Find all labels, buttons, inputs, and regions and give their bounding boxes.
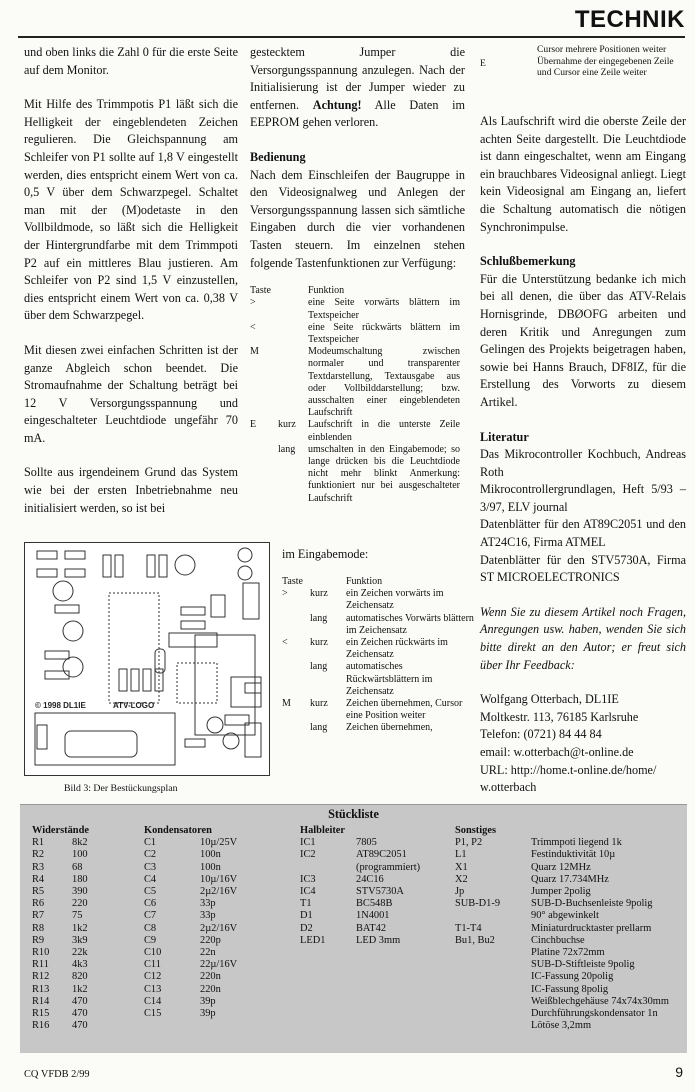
part-ref: R3 [32,861,45,873]
part-ref: Bu1, Bu2 [455,934,495,946]
parts-row [300,837,450,849]
parts-row [32,837,132,849]
part-ref [455,971,531,983]
part-ref: R2 [32,849,45,861]
heading-literatur: Literatur [480,429,529,444]
part-ref: R5 [32,886,45,898]
part-value: Trimmpoti liegend 1k [531,837,622,849]
table-header-row: Taste Funktion [282,576,383,587]
part-ref: R4 [32,873,45,885]
parts-row [32,849,132,861]
parts-row [144,959,294,971]
parts-col-misc [455,825,685,1032]
part-value: 220 [72,898,88,910]
part-ref [455,1020,531,1032]
parts-row [144,947,294,959]
key-label: E [480,58,486,69]
parts-row [455,959,685,971]
part-value: BC548B [356,898,393,910]
parts-row [455,837,685,849]
part-ref: R6 [32,898,45,910]
part-value: 7805 [356,837,377,849]
figure-caption: Bild 3: Der Bestückungsplan [64,783,178,794]
part-value: SUB-D-Buchsenleiste 9polig [531,898,653,910]
parts-row [144,923,294,935]
part-ref: X1 [455,861,468,873]
literature-item: Das Mikrocontroller Kochbuch, Andreas Roth [480,447,686,479]
heading-schlussbemerkung: Schlußbemerkung [480,254,576,269]
parts-col-semiconductors [300,825,450,947]
part-ref [455,1008,531,1020]
parts-row [300,923,450,935]
part-ref: C6 [144,898,157,910]
key-table [250,285,460,505]
parts-row [144,886,294,898]
table-row: lang Zeichen übernehmen, [310,722,433,734]
parts-row [144,862,294,874]
parts-row [32,923,132,935]
part-ref: R1 [32,837,45,849]
column-3 [480,113,686,797]
parts-row [455,898,685,910]
part-value: 100n [200,861,221,873]
part-ref: C15 [144,1008,162,1020]
part-value: 1N4001 [356,910,390,922]
part-ref: SUB-D1-9 [455,898,501,910]
part-ref: R14 [32,995,50,1007]
part-value: 4k3 [72,959,88,971]
parts-row [32,996,132,1008]
table-row: < eine Seite rückwärts blättern im Textspeicher [250,321,460,345]
part-value: Quarz 12MHz [531,861,591,873]
parts-row [455,910,685,922]
part-ref: C2 [144,849,157,861]
parts-row [455,874,685,886]
author-url: URL: http://home.t-online.de/home/ [480,762,657,777]
part-ref: C12 [144,971,162,983]
key-function: Cursor mehrere Positionen weiter Übernahme der eingegebenen Zeile und Cursor eine Zeile weiter [537,44,674,78]
parts-row [144,984,294,996]
table-row: > kurz ein Zeichen vorwärts im Zeichensatz [282,588,444,612]
parts-row [32,1008,132,1020]
literature-item: Datenblätter für den STV5730A, Firma ST MICROELECTRONICS [480,552,686,585]
paragraph: gestecktem Jumper die Versorgungsspannung anzulegen. Nach der Initialisierung ist der Jumper wieder zu entfernen. Achtung! Alle Daten im EEPROM gehen verloren. [250,45,466,130]
parts-col-heading: Kondensatoren [144,825,212,836]
paragraph: Als Laufschrift wird die oberste Zeile der achten Seite dargestellt. Die Leuchtdiode ist dann eingeschaltet, wenn am Eingang ein brauchbares Videosignal anliegt. Liegt kein Videosignal am Eingang an, liefert die Schaltung automatisch die nötigen Synchronimpulse. [480,114,686,234]
parts-row [144,837,294,849]
author-email: email: w.otterbach@t-online.de [480,745,634,759]
parts-row [144,996,294,1008]
heading-bedienung: Bedienung [250,149,306,164]
paragraph: Nach dem Einschleifen der Baugruppe in den Videosignalweg und Anlegen der Versorgungsspannung lassen sich sämtliche Eingaben durch die vier vorhandenen Tasten steuern. Im einzelnen stehen folgende Tastenfunktionen zur Verfügung: [250,167,465,270]
component-placement-diagram [24,542,270,776]
parts-row [32,874,132,886]
part-ref: R9 [32,934,45,946]
part-value: 39p [200,995,216,1007]
part-value: Jumper 2polig [531,886,591,898]
journal-issue: CQ VFDB 2/99 [24,1069,90,1080]
part-ref: R10 [32,947,50,959]
parts-row [144,971,294,983]
header-rule [18,36,685,38]
literature-item: Mikrocontrollergrundlagen, Heft 5/93 – 3/97, ELV journal [480,482,686,514]
part-ref: C4 [144,873,157,885]
part-ref: R16 [32,1020,50,1032]
part-ref: IC2 [300,849,316,861]
part-value: Festinduktivität 10µ [531,849,616,861]
part-value: 470 [72,1020,88,1032]
parts-row [144,935,294,947]
part-value: 24C16 [356,873,384,885]
parts-row [455,947,685,959]
part-ref: D1 [300,910,313,922]
part-value: 2µ2/16V [200,922,238,934]
parts-row [32,1020,132,1032]
part-value: IC-Fassung 20polig [531,971,614,983]
parts-col-resistors [32,825,132,1032]
parts-row [300,910,450,922]
parts-list [20,804,687,1053]
part-value: 1k2 [72,922,88,934]
part-value: 33p [200,910,216,922]
page-number: 9 [675,1064,683,1080]
parts-row [455,862,685,874]
part-value: Miniaturdrucktaster prellarm [531,922,652,934]
part-ref: IC1 [300,837,316,849]
parts-row [144,898,294,910]
part-ref [455,984,531,996]
parts-list-title: Stückliste [328,807,379,821]
part-value: 68 [72,861,83,873]
author-phone: Telefon: (0721) 84 44 84 [480,727,602,742]
paragraph: Sollte aus irgendeinem Grund das System wie bei der ersten Inbetriebnahme neu initialisiert werden, so ist bei [24,465,238,515]
part-ref: R7 [32,910,45,922]
board-copyright: © 1998 DL1IE [35,701,86,710]
parts-row [455,849,685,861]
part-ref: R11 [32,959,49,971]
part-value: 22µ/16V [200,959,238,971]
part-value: 390 [72,886,88,898]
part-value: 1k2 [72,983,88,995]
part-value: 180 [72,873,88,885]
part-value: BAT42 [356,922,387,934]
parts-row [455,886,685,898]
parts-row [32,947,132,959]
parts-row [455,996,685,1008]
part-value: 10µ/16V [200,873,238,885]
part-ref: D2 [300,922,313,934]
parts-row [144,849,294,861]
parts-row [300,849,450,861]
eingabemode-table-wrap [282,576,477,735]
paragraph: Mit Hilfe des Trimmpotis P1 läßt sich die Helligkeit der eingeblendeten Zeichen regulieren. Die Gleichspannung am Schleifer von P1 sollte auf 1,8 V eingestellt werden, dies entspricht einem Wert von ca. 0,5 V über dem Schwarzpegel. Schaltet man mit der (M)odetaste in den Vollbildmode, so läßt sich die Helligkeit der Hintergrundfarbe mit dem Trimmpoti P2 auf ein mittleres Blau justieren. Am Schleifer von P2 sind 1,5 V einzustellen, dies entspricht einem Wert von ca. 0,38 V über dem Schwarzpegel. [24,97,238,323]
part-value: 8k2 [72,837,88,849]
part-value: Cinchbuchse [531,934,585,946]
parts-row [32,886,132,898]
part-ref: R15 [32,1008,50,1020]
part-value: Durchführungskondensator 1n [531,1008,658,1020]
table-row: lang automatisches Rückwärtsblättern im Zeichensatz [310,661,433,697]
part-value: 470 [72,995,88,1007]
part-ref: X2 [455,873,468,885]
part-ref: C7 [144,910,157,922]
part-value: 90° abgewinkelt [531,910,599,922]
part-ref: C10 [144,947,162,959]
part-value: 100 [72,849,88,861]
part-ref: C14 [144,995,162,1007]
table-row: E kurz Laufschrift in die unterste Zeile einblenden [250,419,460,443]
parts-row [32,898,132,910]
table-row: lang umschalten in den Eingabemode; so lange drücken bis die Leuchtdiode nicht mehr blinkt Anmerkung: funktioniert nur bei ausgeschalteter Laufschrift [278,443,460,504]
part-value: 100n [200,849,221,861]
paragraph: und oben links die Zahl 0 für die erste Seite auf dem Monitor. [24,45,238,77]
part-value: Weißblechgehäuse 74x74x30mm [531,995,669,1007]
section-title: TECHNIK [574,6,685,33]
part-ref: IC3 [300,873,316,885]
table-row: M kurz Zeichen übernehmen, Cursor eine Position weiter [282,698,463,722]
literature-item: Datenblätter für den AT89C2051 und den AT24C16, Firma ATMEL [480,517,686,550]
part-value: 75 [72,910,83,922]
part-ref: C9 [144,934,157,946]
part-value: IC-Fassung 8polig [531,983,609,995]
eingabemode-table [282,576,477,735]
parts-col-heading: Widerstände [32,825,89,836]
part-ref: C3 [144,861,157,873]
part-value: 220n [200,971,221,983]
part-ref: Jp [455,886,465,898]
part-value: 470 [72,1008,88,1020]
part-value: 2µ2/16V [200,886,238,898]
parts-row [300,935,450,947]
part-ref: C13 [144,983,162,995]
parts-row [300,898,450,910]
part-value: Lötöse 3,2mm [531,1020,592,1032]
parts-row [300,886,450,898]
part-ref: T1-T4 [455,922,482,934]
part-ref: L1 [455,849,467,861]
part-ref: C1 [144,837,157,849]
part-value: LED 3mm [356,934,401,946]
warning-word: Achtung! [312,97,362,112]
parts-row [32,984,132,996]
table-row: < kurz ein Zeichen rückwärts im Zeichensatz [282,637,448,661]
parts-row [32,862,132,874]
part-ref [455,910,531,922]
part-ref [455,947,531,959]
part-ref: LED1 [300,934,326,946]
parts-col-heading: Sonstiges [455,825,496,836]
parts-row [144,910,294,922]
table-header-row: Taste Funktion [250,285,345,297]
parts-row [300,874,450,886]
part-ref: T1 [300,898,312,910]
part-ref: R12 [32,971,50,983]
author-address: Moltkestr. 113, 76185 Karlsruhe [480,709,639,724]
author-contact [480,691,686,797]
parts-row [32,910,132,922]
part-ref [455,996,531,1008]
column-2 [250,44,465,505]
part-value: 33p [200,898,216,910]
parts-row [300,862,450,874]
part-ref: C8 [144,922,157,934]
parts-row [455,984,685,996]
part-value: 820 [72,971,88,983]
parts-row [32,971,132,983]
eingabemode-title: im Eingabemode: [282,547,369,561]
part-value: STV5730A [356,886,404,898]
part-ref: R8 [32,922,45,934]
table-row: lang automatisches Vorwärts blättern im Zeichensatz [310,612,474,636]
part-ref [455,959,531,971]
parts-row [455,935,685,947]
parts-row [144,1008,294,1020]
parts-row [32,935,132,947]
parts-row [455,923,685,935]
part-value: Quarz 17.734MHz [531,873,609,885]
board-name: ATV-LOGO [113,701,155,710]
part-value: 22k [72,947,88,959]
part-ref: IC4 [300,886,316,898]
part-ref: C11 [144,959,161,971]
table-row: M Modeumschaltung zwischen normaler und transparenter Textdarstellung, Textausgabe aus oder Vollbilddarstellung; bzw. ausschalten einer eingeblendeten Laufschrift [250,346,460,419]
part-value: 10µ/25V [200,837,238,849]
part-ref [300,862,356,874]
author-url-cont: w.otterbach [480,780,537,795]
parts-row [455,971,685,983]
parts-row [144,874,294,886]
part-ref: R13 [32,983,50,995]
feedback-note: Wenn Sie zu diesem Artikel noch Fragen, Anregungen usw. haben, wenden Sie sich bitte direkt an den Autor; er freut sich über Ihr Feedback: [480,604,686,672]
table-row: > eine Seite vorwärts blättern im Textspeicher [250,297,460,321]
parts-row [32,959,132,971]
column-1 [24,44,238,534]
part-value: (programmiert) [356,861,421,873]
parts-row [455,1020,685,1032]
parts-row [455,1008,685,1020]
parts-col-heading: Halbleiter [300,825,346,836]
part-ref: C5 [144,886,157,898]
paragraph: Mit diesen zwei einfachen Schritten ist der ganze Abgleich schon beendet. Die Stromaufnahme der Schaltung beträgt bei 12 V Versorgungsspannung und eingeschalteter Leuchtdiode ungefähr 70 mA. [24,342,238,445]
paragraph: Für die Unterstützung bedanke ich mich bei all denen, die über das ATV-Relais Hornisgrinde, DBØOFG arbeiten und deren Kritik und Anregungen zum Gelingen des Projekts beigetragen haben, sowie bei Hanns Brauch, DF8IZ, für die Erstellung des Vorworts zu diesem Artikel. [480,271,686,409]
parts-col-capacitors [144,825,294,1020]
part-value: 39p [200,1008,216,1020]
part-value: 220p [200,934,221,946]
part-value: 3k9 [72,934,88,946]
part-value: AT89C2051 [356,849,407,861]
author-name: Wolfgang Otterbach, DL1IE [480,692,619,707]
part-ref: P1, P2 [455,837,483,849]
part-value: 22n [200,947,216,959]
part-value: SUB-D-Stiftleiste 9polig [531,959,635,971]
pcb-drawing [25,543,269,775]
part-value: 220n [200,983,221,995]
part-value: Platine 72x72mm [531,947,605,959]
